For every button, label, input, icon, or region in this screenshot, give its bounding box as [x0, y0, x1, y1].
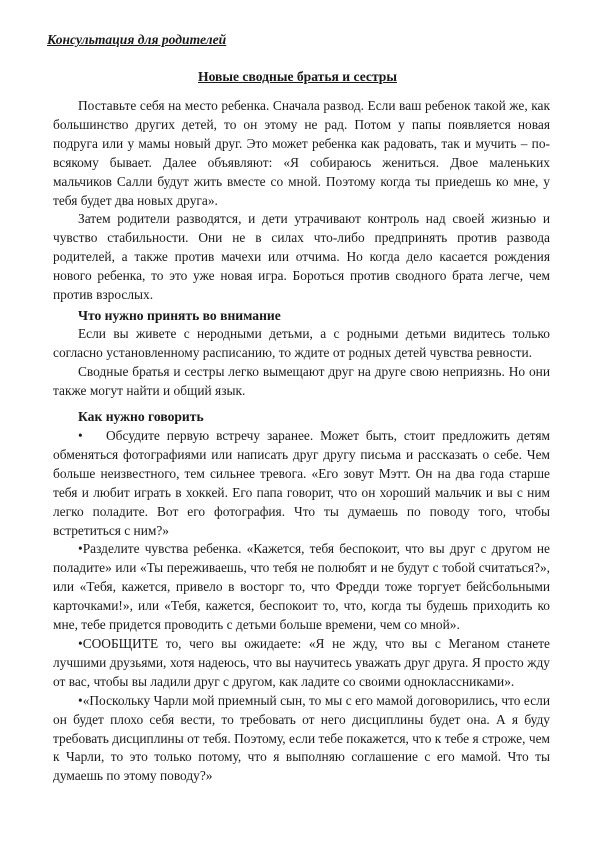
bullet-text-first-meeting: Обсудите первую встречу заранее. Может быть, стоит предложить детям обменяться фотографиями или написать друг другу письма и рассказать о себе. Чем больше неизвестного, тем сильнее тревога. «Его зовут Мэтт. Он на два года старше тебя и любит играть в хоккей. Его папа говорит, что он хороший мальчик и вы с ним легко поладите. Вот его фотография. Что ты думаешь по поводу того, чтобы встретиться с ним?»	[53, 428, 550, 538]
considerations-paragraph-2: Сводные братья и сестры легко вымещают друг на друге свою неприязнь. Но они также могут найти и общий язык.	[53, 363, 550, 398]
document-title: Новые сводные братья и сестры	[198, 69, 397, 84]
bullet-item-share-feelings: •Разделите чувства ребенка. «Кажется, тебя беспокоит, что вы друг с другом не поладите» или «Ты переживаешь, что тебя не полюбят и не будут с тобой считаться?», или «Тебя, кажется, привело в восторг то, что Фредди тоже торгует бейсбольными карточками!», или «Тебя, кажется, беспокоит то, что, когда ты будешь приходить ко мне, тебе придется проводить с детьми больше времени, чем со мной».	[53, 541, 550, 633]
section-heading-how-to-talk: Как нужно говорить	[78, 409, 204, 424]
document-header-label: Консультация для родителей	[47, 32, 227, 47]
section-heading-considerations: Что нужно принять во внимание	[78, 308, 281, 323]
bullet-item-first-meeting	[53, 427, 550, 540]
intro-block	[53, 97, 550, 305]
intro-paragraph-2: Затем родители разводятся, и дети утрачивают контроль над своей жизнью и чувство стабильности. Они не в силах что-либо предпринять против развода родителей, а также против мачехи или отчима. Но когда дело касается рождения нового ребенка, то это уже новая игра. Бороться против сводного брата легче, чем против взрослых.	[53, 211, 550, 303]
considerations-paragraph-1: Если вы живете с неродными детьми, а с родными детьми видитесь только согласно установленному расписанию, то ждите от родных детей чувства ревности.	[53, 326, 550, 360]
bullet-item-discipline: •«Поскольку Чарли мой приемный сын, то мы с его мамой договорились, что если он будет плохо себя вести, то требовать от него дисциплины будет она. А я буду требовать дисциплины от тебя. Поэтому, если тебе покажется, что к тебе я строже, чем к Чарли, то это только потому, что я выполняю соглашение с его мамой. Что ты думаешь по этому поводу?»	[53, 692, 550, 784]
bullet-mark: •	[78, 428, 83, 443]
bullet-item-expectations: •СООБЩИТЕ то, чего вы ожидаете: «Я не жду, что вы с Меганом станете лучшими друзьями, хотя надеюсь, что вы научитесь уважать друг друга. Я просто жду от вас, чтобы вы ладили друг с другом, как ладите со своими одноклассниками».	[53, 635, 550, 689]
how-to-talk-block	[53, 427, 550, 786]
considerations-block	[53, 325, 550, 401]
intro-paragraph-1: Поставьте себя на место ребенка. Сначала развод. Если ваш ребенок такой же, как большинство других детей, то он этому не рад. Потом у папы появляется новая подруга или у мамы новый друг. Это может ребенка как радовать, так и мучить – по-всякому бывает. Далее объявляют: «Я собираюсь жениться. Двое маленьких мальчиков Салли будут жить вместе со мной. Поэтому когда ты приедешь ко мне, у тебя будет два новых друга».	[53, 98, 550, 208]
